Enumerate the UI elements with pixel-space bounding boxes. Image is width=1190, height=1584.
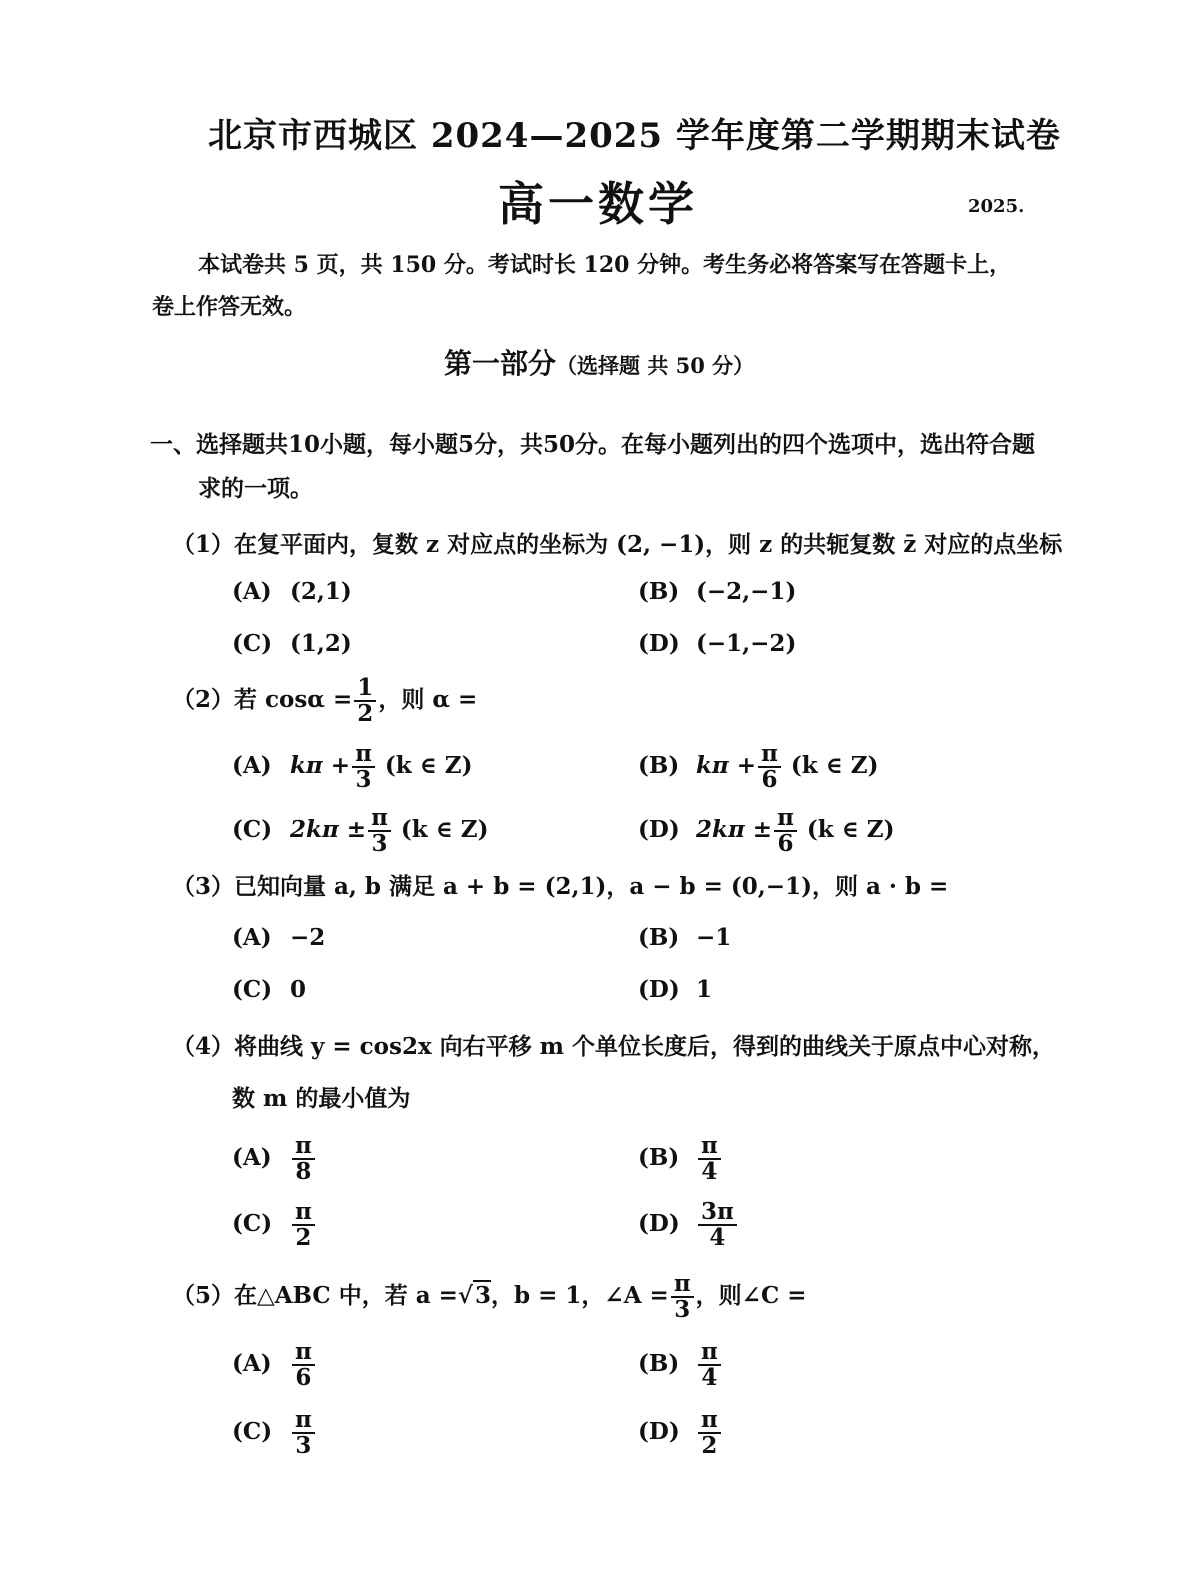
denominator: 3 xyxy=(371,830,388,858)
denominator: 6 xyxy=(295,1364,312,1392)
q2-option-a xyxy=(232,742,472,792)
option-label: (C) xyxy=(232,630,273,657)
option-fraction xyxy=(698,1200,737,1250)
numerator: π xyxy=(698,1340,721,1366)
question-2-stem xyxy=(172,676,477,726)
option-fraction xyxy=(292,1200,315,1250)
denominator: 4 xyxy=(709,1224,726,1252)
q5-option-c xyxy=(232,1408,317,1458)
question-5-stem: （5）在△ABC 中，若 a =√3，b = 1，∠A = $\frac{\pi}{3}$ ，则∠C = xyxy=(172,1270,807,1324)
q5-option-a xyxy=(232,1340,317,1390)
option-fraction xyxy=(292,1340,315,1390)
numerator: π xyxy=(292,1200,315,1226)
option-label: (B) xyxy=(638,578,680,605)
option-label: (C) xyxy=(232,1418,273,1446)
option-fraction xyxy=(698,1134,721,1184)
denominator: 3 xyxy=(355,766,372,794)
q5-stem-suffix: ，则∠C = xyxy=(695,1282,807,1310)
exam-title: 北京市西城区 2024—2025 学年度第二学期期末试卷 xyxy=(208,116,1061,156)
option-label: (A) xyxy=(232,924,272,951)
q1-option-a xyxy=(232,578,352,605)
instructions-line-1: 一、选择题共10小题，每小题5分，共50分。在每小题列出的四个选项中，选出符合题 xyxy=(150,431,1036,458)
option-text: (2,1) xyxy=(290,578,352,605)
denominator: 3 xyxy=(295,1432,312,1460)
denominator: 4 xyxy=(701,1364,718,1392)
option-fraction xyxy=(774,806,797,856)
option-fraction xyxy=(292,1408,315,1458)
denominator: 6 xyxy=(761,766,778,794)
denominator: 3 xyxy=(674,1296,691,1324)
section-heading xyxy=(444,342,754,382)
option-text: −2 xyxy=(290,924,326,951)
q3-option-a xyxy=(232,924,325,951)
q5-option-b xyxy=(638,1340,723,1390)
numerator: π xyxy=(758,742,781,768)
question-4-stem-line-2: 数 m 的最小值为 xyxy=(232,1085,411,1112)
numerator: 1 xyxy=(354,676,376,702)
option-label: (C) xyxy=(232,976,273,1003)
q1-option-d xyxy=(638,630,796,657)
q2-option-b xyxy=(638,742,878,792)
numerator: π xyxy=(352,742,375,768)
instructions-line-2: 求的一项。 xyxy=(198,475,313,502)
option-label: (C) xyxy=(232,816,273,844)
option-label: (C) xyxy=(232,1210,273,1238)
denominator: 8 xyxy=(295,1158,312,1186)
q4-option-d xyxy=(638,1200,739,1250)
q2-stem-prefix: （2）若 cosα = xyxy=(172,686,353,714)
option-label: (A) xyxy=(232,1350,272,1378)
numerator: π xyxy=(292,1408,315,1434)
option-label: (B) xyxy=(638,1144,680,1172)
option-text: −1 xyxy=(696,924,732,951)
q4-option-a xyxy=(232,1134,317,1184)
option-label: (D) xyxy=(638,816,680,844)
numerator: 3π xyxy=(698,1200,737,1226)
option-text: 1 xyxy=(696,976,713,1003)
option-label: (A) xyxy=(232,1144,272,1172)
option-text: (−2,−1) xyxy=(696,578,797,605)
option-text: (1,2) xyxy=(290,630,352,657)
q5-stem-middle: ，b = 1，∠A = xyxy=(491,1282,669,1310)
option-fraction xyxy=(758,742,781,792)
option-fraction xyxy=(368,806,391,856)
numerator: π xyxy=(671,1272,694,1298)
option-fraction xyxy=(698,1408,721,1458)
option-suffix: (k ∈ Z) xyxy=(384,752,473,780)
q3-option-d xyxy=(638,976,712,1003)
numerator: π xyxy=(292,1134,315,1160)
option-fraction xyxy=(292,1134,315,1184)
exam-date: 2025. xyxy=(968,196,1025,217)
option-text: 2kπ ± xyxy=(696,816,773,844)
q3-option-b xyxy=(638,924,731,951)
intro-line-2: 卷上作答无效。 xyxy=(152,294,307,320)
option-label: (D) xyxy=(638,1210,680,1238)
option-text: 0 xyxy=(290,976,307,1003)
option-suffix: (k ∈ Z) xyxy=(400,816,489,844)
option-label: (A) xyxy=(232,578,272,605)
option-fraction xyxy=(698,1340,721,1390)
option-label: (D) xyxy=(638,630,680,657)
denominator: 4 xyxy=(701,1158,718,1186)
option-label: (B) xyxy=(638,1350,680,1378)
q2-stem-fraction xyxy=(354,676,376,726)
question-4-stem-line-1: （4）将曲线 y = cos2x 向右平移 m 个单位长度后，得到的曲线关于原点中心对称， xyxy=(172,1033,1056,1060)
numerator: π xyxy=(292,1340,315,1366)
q2-option-c xyxy=(232,806,488,856)
q1-option-b xyxy=(638,578,796,605)
numerator: π xyxy=(774,806,797,832)
option-label: (D) xyxy=(638,976,680,1003)
question-1-stem: （1）在复平面内，复数 z 对应点的坐标为 (2, −1)，则 z 的共轭复数 z̄ 对应的点坐标 xyxy=(172,531,1063,558)
option-text: kπ + xyxy=(696,752,757,780)
q2-option-d xyxy=(638,806,894,856)
subject-title: 高一数学 xyxy=(498,177,698,231)
q2-stem-suffix: ，则 α = xyxy=(378,686,478,714)
numerator: π xyxy=(698,1408,721,1434)
option-suffix: (k ∈ Z) xyxy=(806,816,895,844)
q4-option-b xyxy=(638,1134,723,1184)
option-label: (A) xyxy=(232,752,272,780)
option-fraction xyxy=(352,742,375,792)
option-label: (B) xyxy=(638,752,680,780)
sqrt-radicand: 3 xyxy=(475,1282,492,1310)
numerator: π xyxy=(698,1134,721,1160)
denominator: 2 xyxy=(295,1224,312,1252)
option-text: 2kπ ± xyxy=(290,816,367,844)
q5-stem-prefix: （5）在△ABC 中，若 a = xyxy=(172,1282,458,1310)
denominator: 2 xyxy=(357,700,374,728)
denominator: 2 xyxy=(701,1432,718,1460)
section-title: 第一部分 xyxy=(444,347,557,380)
option-text: (−1,−2) xyxy=(696,630,797,657)
q5-option-d xyxy=(638,1408,723,1458)
option-label: (D) xyxy=(638,1418,680,1446)
option-suffix: (k ∈ Z) xyxy=(790,752,879,780)
numerator: π xyxy=(368,806,391,832)
option-text: kπ + xyxy=(290,752,351,780)
q1-option-c xyxy=(232,630,352,657)
question-3-stem: （3）已知向量 a, b 满足 a + b = (2,1)，a − b = (0,−1)，则 a · b = xyxy=(172,873,949,900)
q5-stem-fraction xyxy=(671,1272,694,1322)
q3-option-c xyxy=(232,976,306,1003)
section-subtitle: （选择题 共 50 分） xyxy=(556,353,755,378)
q4-option-c xyxy=(232,1200,317,1250)
option-label: (B) xyxy=(638,924,680,951)
denominator: 6 xyxy=(777,830,794,858)
intro-line-1: 本试卷共 5 页，共 150 分。考试时长 120 分钟。考生务必将答案写在答题卡上， xyxy=(198,252,1012,278)
